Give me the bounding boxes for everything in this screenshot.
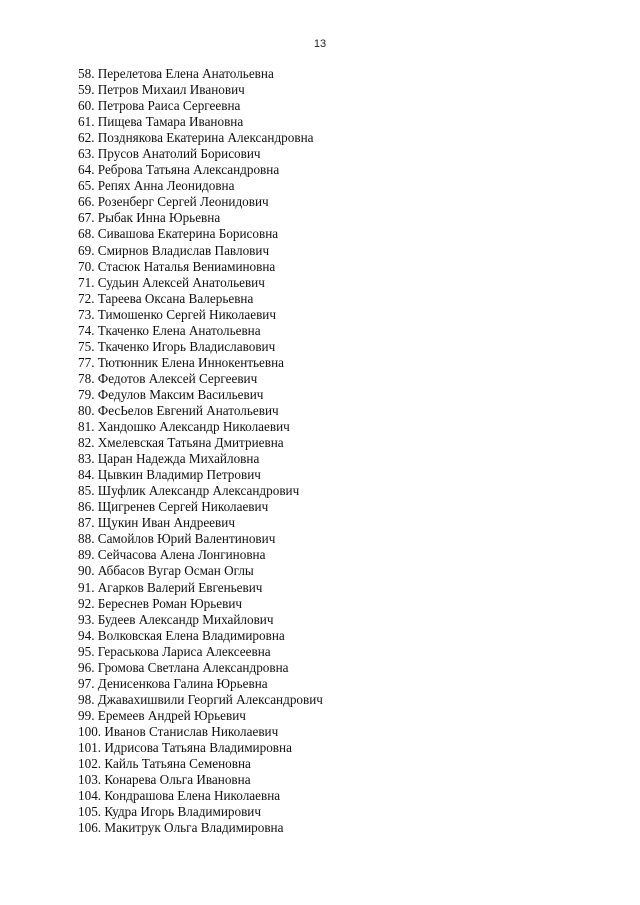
list-item: 59. Петров Михаил Иванович	[78, 82, 245, 98]
list-item: 104. Кондрашова Елена Николаевна	[78, 788, 281, 804]
list-item: 95. Гераськова Лариса Алексеевна	[78, 643, 271, 659]
list-item: 78. Федотов Алексей Сергеевич	[78, 370, 258, 386]
list-item: 106. Макитрук Ольга Владимировна	[78, 820, 284, 836]
list-item: 103. Конарева Ольга Ивановна	[78, 772, 251, 788]
list-item: 87. Щукин Иван Андреевич	[78, 515, 235, 531]
list-item: 100. Иванов Станислав Николаевич	[78, 723, 279, 739]
list-item: 71. Судьин Алексей Анатольевич	[78, 274, 265, 290]
name-list	[78, 66, 323, 836]
list-item: 85. Шуфлик Александр Александрович	[78, 483, 300, 499]
list-item: 98. Джавахишвили Георгий Александрович	[78, 691, 323, 707]
list-item: 83. Царан Надежда Михайловна	[78, 451, 260, 467]
list-item: 63. Прусов Анатолий Борисович	[78, 146, 261, 162]
list-item: 81. Хандошко Александр Николаевич	[78, 419, 290, 435]
list-item: 77. Тютюнник Елена Иннокентьевна	[78, 354, 285, 370]
list-item: 72. Тареева Оксана Валерьевна	[78, 290, 254, 306]
list-item: 105. Кудра Игорь Владимирович	[78, 804, 262, 820]
list-item: 80. ФесЬелов Евгений Анатольевич	[78, 402, 279, 418]
list-item: 84. Цывкин Владимир Петрович	[78, 467, 261, 483]
list-item: 75. Ткаченко Игорь Владиславович	[78, 338, 276, 354]
list-item: 93. Будеев Александр Михайлович	[78, 611, 274, 627]
list-item: 90. Аббасов Вугар Осман Оглы	[78, 563, 254, 579]
list-item: 88. Самойлов Юрий Валентинович	[78, 531, 276, 547]
list-item: 102. Кайль Татьяна Семеновна	[78, 756, 251, 772]
list-item: 96. Громова Светлана Александровна	[78, 659, 289, 675]
list-item: 65. Репях Анна Леонидовна	[78, 178, 235, 194]
list-item: 86. Щигренев Сергей Николаевич	[78, 499, 269, 515]
list-item: 58. Перелетова Елена Анатольевна	[78, 66, 274, 81]
list-item: 94. Волковская Елена Владимировна	[78, 627, 285, 643]
list-item: 99. Еремеев Андрей Юрьевич	[78, 707, 246, 723]
list-item: 64. Реброва Татьяна Александровна	[78, 162, 280, 178]
list-item: 74. Ткаченко Елена Анатольевна	[78, 322, 261, 338]
list-item: 60. Петрова Раиса Сергеевна	[78, 98, 241, 114]
list-item: 91. Агарков Валерий Евгеньевич	[78, 579, 263, 595]
page-number: 13	[313, 38, 327, 50]
list-item: 68. Сивашова Екатерина Борисовна	[78, 226, 279, 242]
list-item: 69. Смирнов Владислав Павлович	[78, 242, 270, 258]
list-item: 73. Тимошенко Сергей Николаевич	[78, 306, 276, 322]
list-item: 101. Идрисова Татьяна Владимировна	[78, 739, 292, 755]
list-item: 61. Пищева Тамара Ивановна	[78, 114, 244, 130]
list-item: 62. Позднякова Екатерина Александровна	[78, 130, 314, 146]
list-item: 79. Федулов Максим Васильевич	[78, 386, 264, 402]
list-item: 82. Хмелевская Татьяна Дмитриевна	[78, 435, 284, 451]
list-item: 92. Береснев Роман Юрьевич	[78, 595, 243, 611]
list-item: 97. Денисенкова Галина Юрьевна	[78, 675, 268, 691]
list-item: 67. Рыбак Инна Юрьевна	[78, 210, 221, 226]
list-item: 70. Стасюк Наталья Вениаминовна	[78, 258, 276, 274]
list-item: 66. Розенберг Сергей Леонидович	[78, 194, 269, 210]
list-item: 89. Сейчасова Алена Лонгиновна	[78, 547, 266, 563]
